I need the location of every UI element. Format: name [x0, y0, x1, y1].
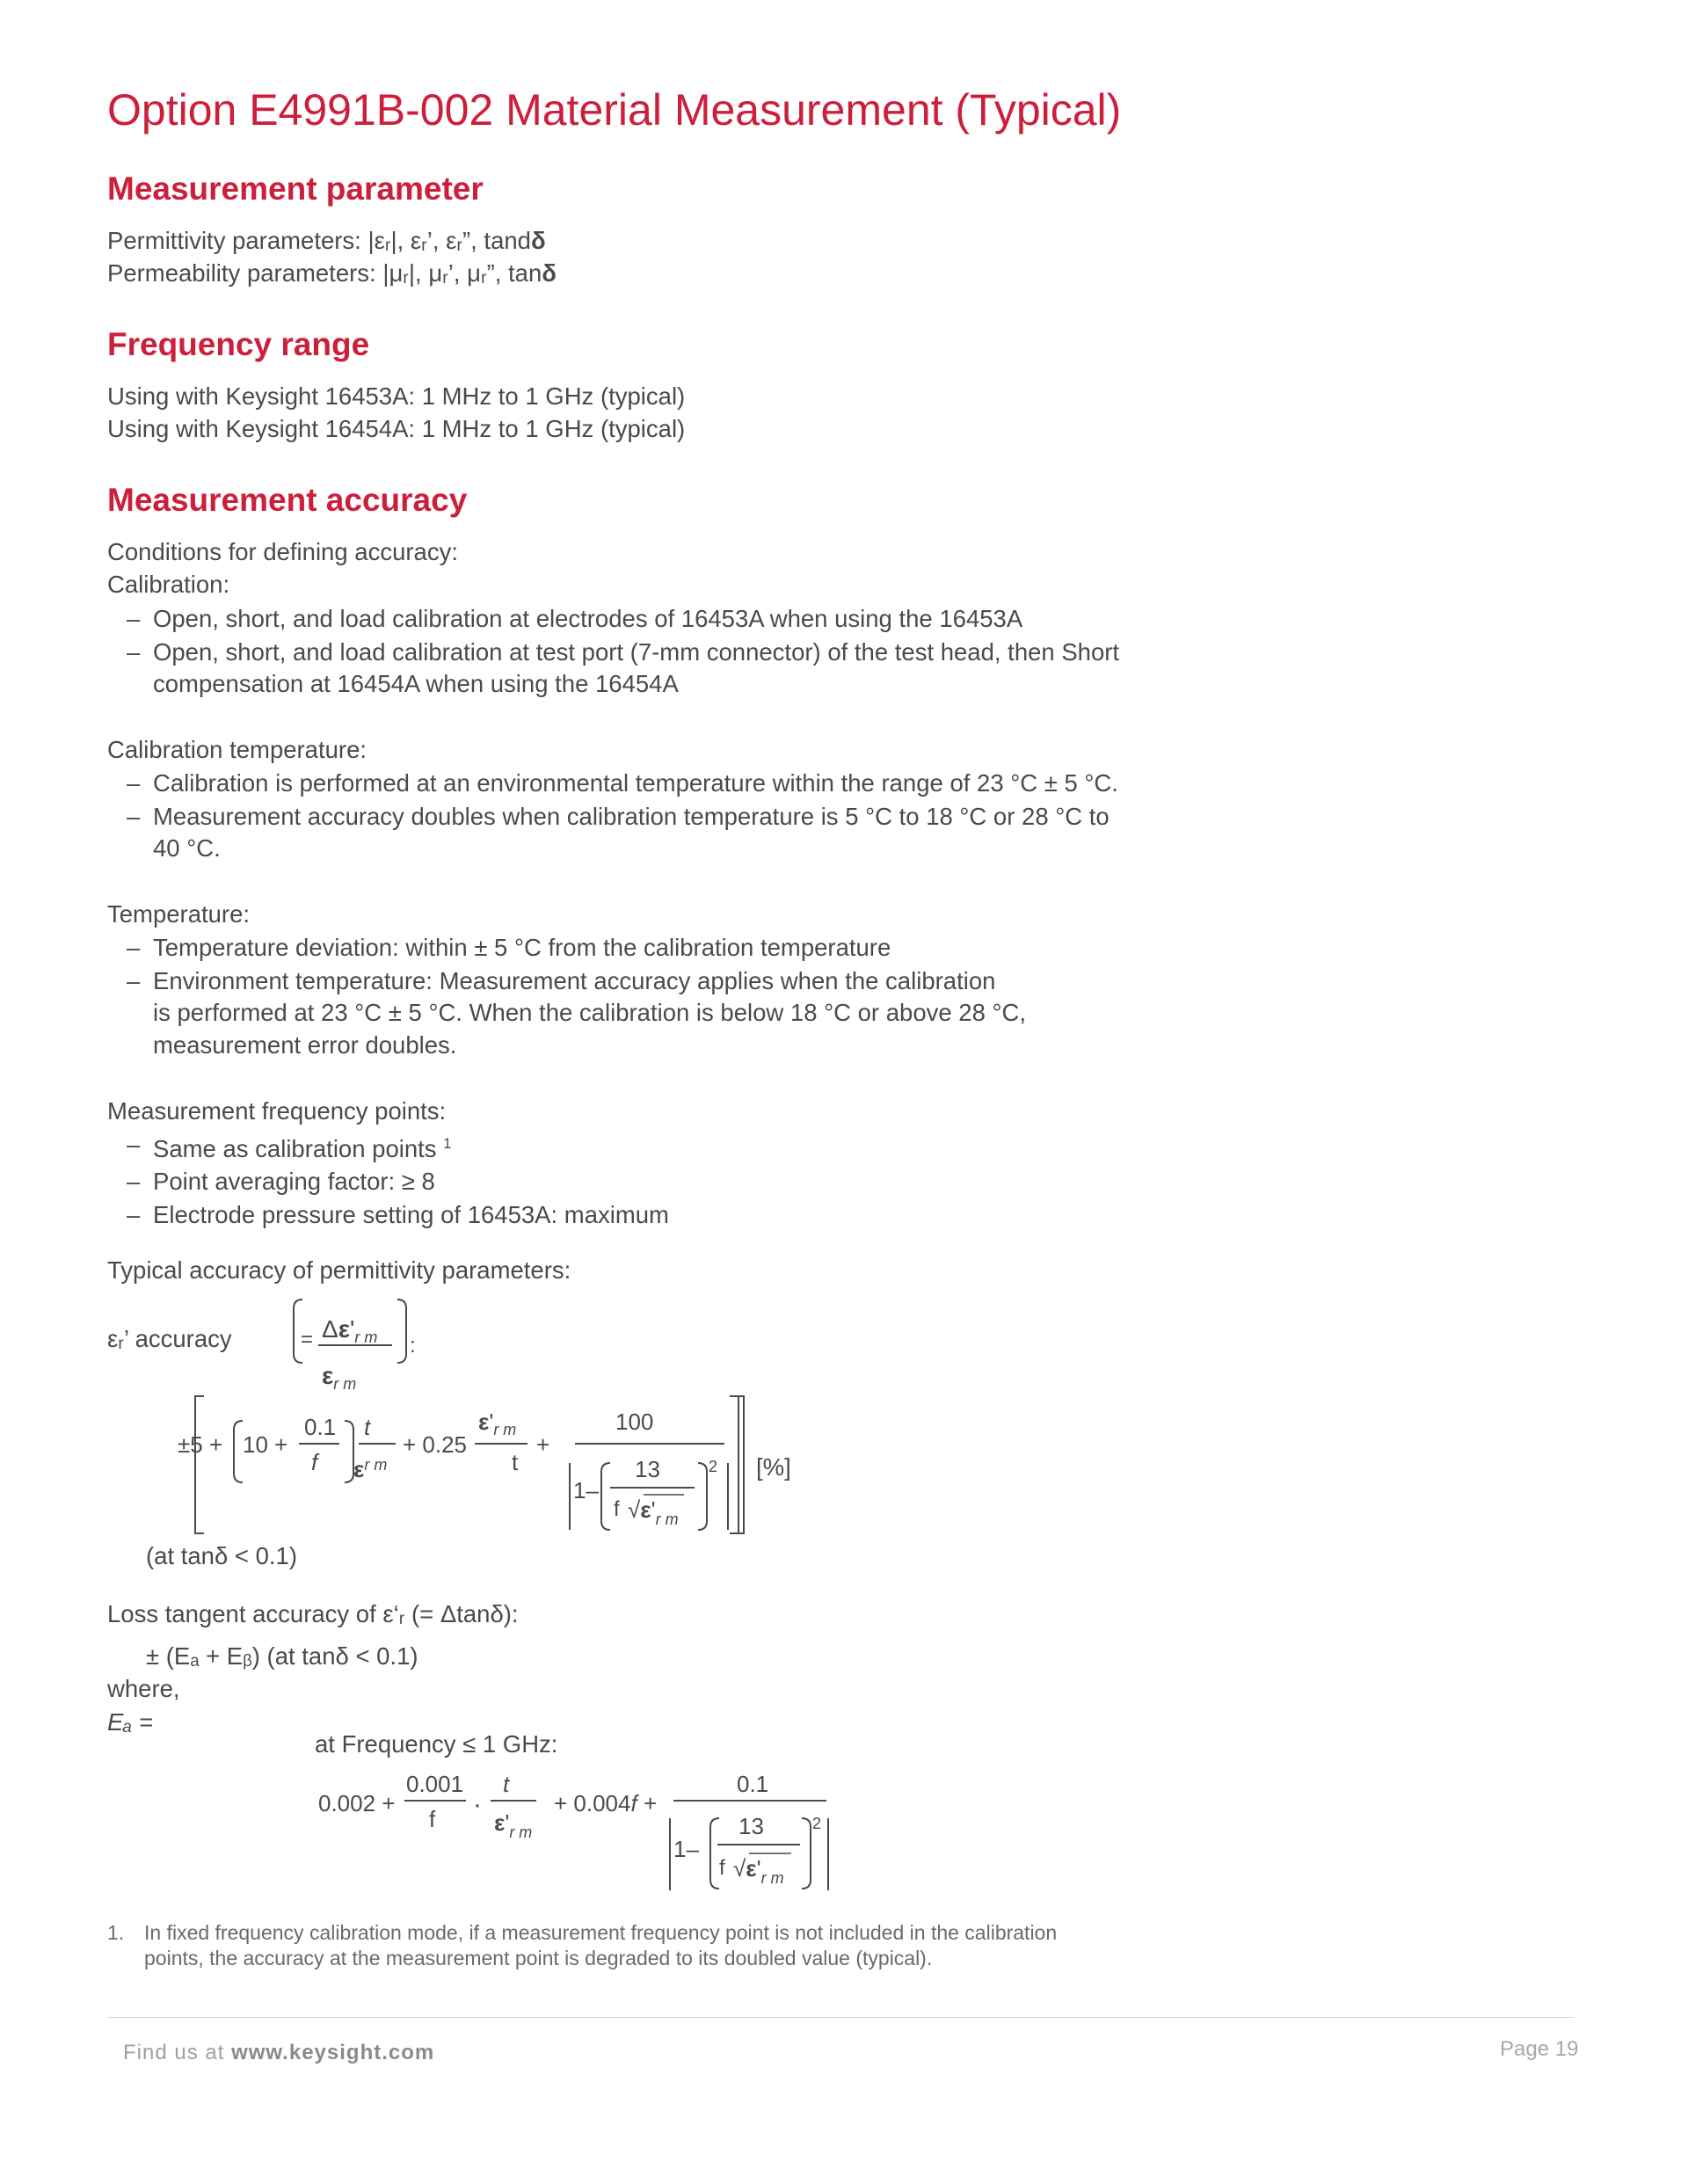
- list-item-continuation: measurement error doubles.: [153, 1031, 457, 1059]
- permeability-list: |μᵣ|, μᵣ’, μᵣ”, tan: [382, 259, 542, 287]
- website-link[interactable]: www.keysight.com: [231, 2041, 435, 2064]
- frequency-range-line: Using with Keysight 16454A: 1 MHz to 1 GHz (typical): [107, 415, 686, 442]
- footer-divider: [107, 2017, 1574, 2018]
- svg-text:ε'r m: $\varepsilon'_{r m}$: [494, 1809, 533, 1841]
- svg-text:+: +: [536, 1431, 550, 1458]
- permittivity-list: |εᵣ|, εᵣ’, εᵣ”, tand: [367, 227, 531, 254]
- svg-text:0.1: 0.1: [304, 1414, 337, 1440]
- svg-text:√ε'r m: $√\varepsilon'_{r m}$: [628, 1496, 679, 1528]
- svg-text:13: 13: [738, 1813, 764, 1839]
- svg-text:t: t: [364, 1414, 371, 1440]
- frequency-range-line: Using with Keysight 16453A: 1 MHz to 1 GHz (typical): [107, 382, 686, 410]
- page-number: Page 19: [1500, 2037, 1579, 2061]
- permittivity-parameters: [107, 225, 546, 257]
- permittivity-delta: δ: [530, 227, 546, 254]
- svg-text:+ 0.25: + 0.25: [403, 1431, 468, 1458]
- loss-tangent-label: [107, 1598, 519, 1630]
- svg-text:εr m: $\varepsilon^{r m}$: [353, 1456, 388, 1482]
- svg-text:·: ·: [473, 1790, 482, 1819]
- typical-accuracy-label: Typical accuracy of permittivity parameters:: [107, 1256, 571, 1284]
- svg-text:±5 +: ±5 +: [178, 1431, 223, 1458]
- list-item: – Calibration is performed at an environmental temperature within the range of 23 °C ± 5 °C.: [123, 767, 1118, 800]
- svg-text:t: t: [503, 1771, 510, 1797]
- loss-tangent-prefix: Loss tangent accuracy of ε‘ᵣ: [107, 1600, 405, 1627]
- svg-text:2: 2: [812, 1815, 822, 1832]
- svg-text:10 +: 10 +: [243, 1431, 288, 1458]
- at-frequency-label: at Frequency ≤ 1 GHz:: [315, 1730, 558, 1758]
- formula-condition: (at tanδ < 0.1): [146, 1542, 297, 1569]
- footnote-line: In fixed frequency calibration mode, if a measurement frequency point is not included in the calibration: [144, 1921, 1058, 1944]
- permeability-prefix: Permeability parameters:: [107, 259, 376, 287]
- loss-tangent-expression: ± (Eₐ + Eᵦ) (at tanδ < 0.1): [146, 1642, 418, 1670]
- list-item-text: Same as calibration points: [153, 1134, 437, 1162]
- svg-text:f: f: [429, 1806, 436, 1832]
- conditions-label: Conditions for defining accuracy:: [107, 538, 458, 565]
- where-label: where,: [107, 1675, 180, 1702]
- list-item-continuation: 40 °C.: [153, 834, 221, 862]
- svg-text:0.001: 0.001: [406, 1771, 464, 1797]
- temperature-list: [123, 931, 995, 997]
- frequency-range-heading: Frequency range: [107, 326, 370, 362]
- temperature-label: Temperature:: [107, 900, 251, 928]
- svg-text:f: f: [719, 1856, 725, 1880]
- permittivity-prefix: Permittivity parameters:: [107, 227, 361, 254]
- formula-ratio-group: [294, 1299, 416, 1393]
- formula-lhs: εᵣ’ accuracy: [107, 1325, 232, 1352]
- svg-text:2: 2: [709, 1458, 718, 1475]
- formula-main-group: [178, 1396, 744, 1533]
- footnote-number: 1.: [107, 1921, 125, 1944]
- svg-text:+ 0.004f +: + 0.004f +: [554, 1790, 658, 1816]
- cal-temp-label: Calibration temperature:: [107, 736, 367, 763]
- calibration-label: Calibration:: [107, 571, 230, 598]
- percent-unit: [%]: [756, 1453, 791, 1481]
- freq-points-label: Measurement frequency points:: [107, 1097, 447, 1125]
- svg-text:1–: 1–: [673, 1836, 699, 1862]
- svg-text:=: =: [301, 1328, 314, 1351]
- measurement-accuracy-heading: Measurement accuracy: [107, 482, 468, 518]
- page-title: Option E4991B-002 Material Measurement (Typical): [107, 85, 1122, 135]
- svg-text:100: 100: [615, 1409, 654, 1435]
- list-item: – Open, short, and load calibration at electrodes of 16453A when using the 16453A: [123, 602, 1119, 636]
- list-item: – Point averaging factor: ≥ 8: [123, 1165, 669, 1198]
- svg-text:0.002 +: 0.002 +: [318, 1790, 396, 1816]
- svg-text::: :: [410, 1334, 416, 1358]
- list-item: – Environment temperature: Measurement accuracy applies when the calibration: [123, 965, 995, 998]
- svg-text:1–: 1–: [573, 1477, 599, 1503]
- loss-tangent-suffix: (= Δtanδ):: [411, 1600, 519, 1627]
- permeability-parameters: [107, 258, 557, 289]
- svg-text:0.1: 0.1: [737, 1771, 769, 1797]
- svg-text:f: f: [311, 1449, 318, 1475]
- footnote-line: points, the accuracy at the measurement point is degraded to its doubled value (typical).: [144, 1947, 933, 1969]
- svg-text:ε'r m: $\varepsilon'_{r m}$: [478, 1409, 517, 1438]
- svg-text:f: f: [614, 1497, 620, 1521]
- list-item-continuation: is performed at 23 °C ± 5 °C. When the calibration is below 18 °C or above 28 °C,: [153, 999, 1027, 1026]
- svg-text:√ε'r m: $√\varepsilon'_{r m}$: [733, 1855, 784, 1887]
- freq-points-list: [123, 1128, 669, 1231]
- list-item-continuation: compensation at 16454A when using the 16454A: [153, 670, 679, 697]
- ea-label: Eₐ =: [107, 1708, 153, 1736]
- cal-temp-list: [123, 767, 1118, 833]
- find-us-label: Find us at: [123, 2041, 225, 2064]
- calibration-list: [123, 602, 1119, 668]
- list-item: [123, 1128, 669, 1165]
- list-item: – Measurement accuracy doubles when calibration temperature is 5 °C to 18 °C or 28 °C to: [123, 800, 1118, 834]
- permeability-delta: δ: [542, 259, 557, 287]
- svg-text:εr m: $\varepsilon_{r m}$: [322, 1362, 357, 1393]
- svg-text:Δε'r m: $\Delta\varepsilon'_{r m}$: [322, 1315, 378, 1346]
- footnote-reference: 1: [443, 1136, 452, 1152]
- footer-find-us: [123, 2041, 434, 2065]
- list-item: – Open, short, and load calibration at test port (7-mm connector) of the test head, then Short: [123, 636, 1119, 669]
- svg-text:13: 13: [635, 1456, 660, 1482]
- list-item: – Electrode pressure setting of 16453A: maximum: [123, 1198, 669, 1232]
- list-item: – Temperature deviation: within ± 5 °C from the calibration temperature: [123, 931, 995, 965]
- svg-text:t: t: [512, 1449, 519, 1475]
- measurement-parameter-heading: Measurement parameter: [107, 171, 484, 207]
